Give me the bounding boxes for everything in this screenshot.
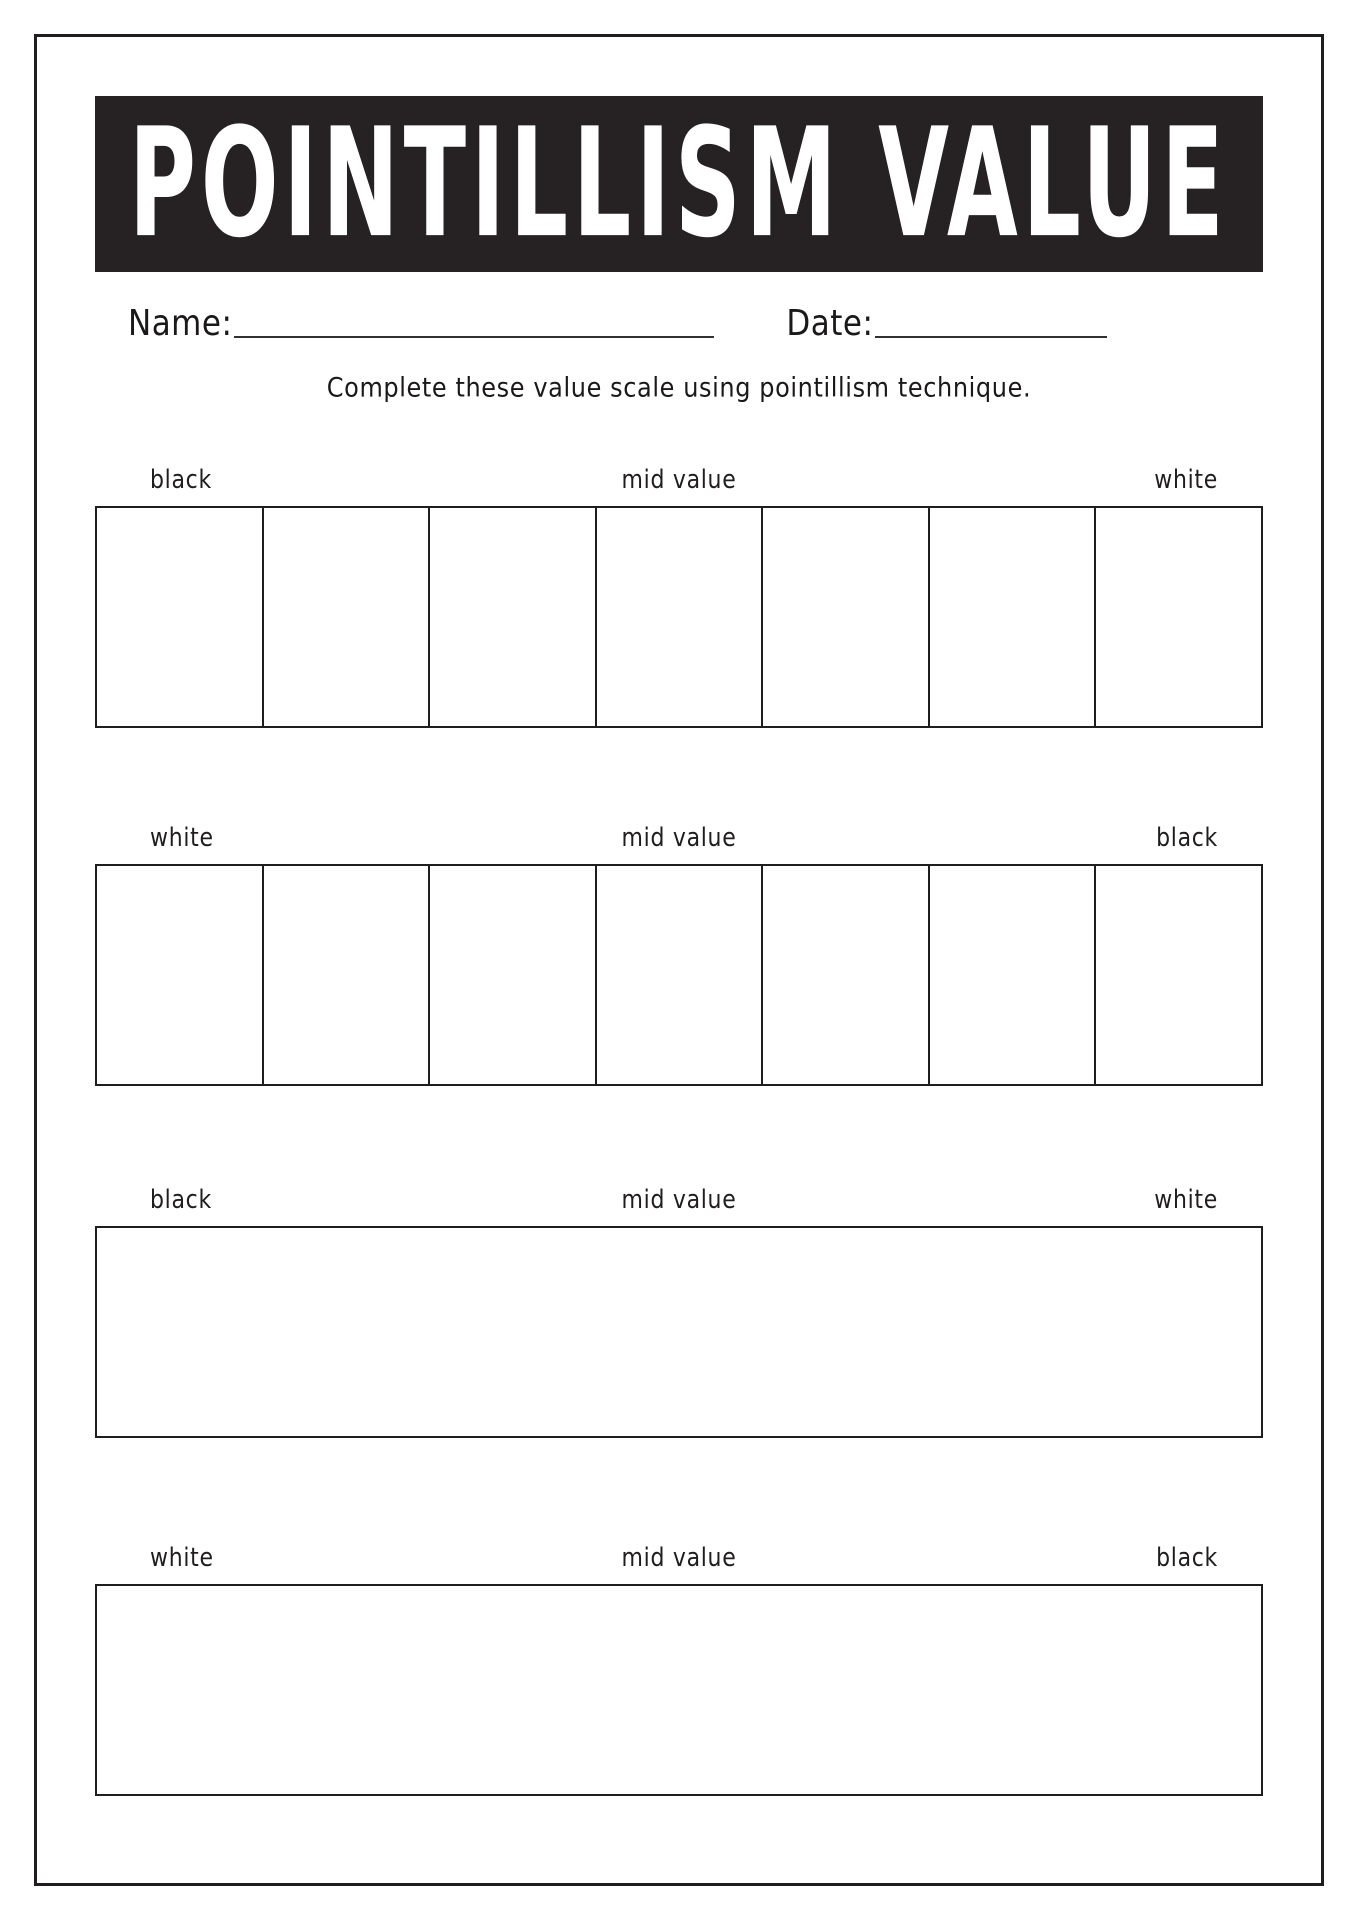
value-scale-2 [95, 818, 1263, 1086]
scale-3-box[interactable] [95, 1226, 1263, 1438]
scale-2-cell[interactable] [430, 866, 597, 1084]
scale-1-mid-label: mid value [621, 465, 737, 496]
scale-1-labels [95, 460, 1263, 494]
value-scale-4 [95, 1538, 1263, 1796]
scale-1-cell[interactable] [1096, 508, 1261, 726]
name-label: Name: [128, 302, 233, 345]
scale-3-labels [95, 1180, 1263, 1214]
scale-1-cell[interactable] [264, 508, 431, 726]
scale-4-box[interactable] [95, 1584, 1263, 1796]
scale-1-right-label: white [1154, 465, 1218, 496]
scale-4-mid-label: mid value [621, 1543, 737, 1574]
scale-2-cell[interactable] [597, 866, 764, 1084]
scale-4-left-label: white [150, 1543, 214, 1574]
scale-2-right-label: black [1156, 823, 1218, 854]
title-banner [95, 96, 1263, 272]
date-label: Date: [786, 302, 874, 345]
scale-4-right-label: black [1156, 1543, 1218, 1574]
date-input-line[interactable] [875, 335, 1107, 338]
scale-1-left-label: black [150, 465, 212, 496]
date-field-group [786, 302, 1107, 345]
scale-2-cell[interactable] [264, 866, 431, 1084]
scale-1-cell[interactable] [430, 508, 597, 726]
scale-2-labels [95, 818, 1263, 852]
scale-1-box [95, 506, 1263, 728]
scale-2-cell[interactable] [97, 866, 264, 1084]
scale-1-cell[interactable] [97, 508, 264, 726]
instruction-text: Complete these value scale using pointillism technique. [326, 372, 1032, 404]
value-scale-3 [95, 1180, 1263, 1438]
scale-2-box [95, 864, 1263, 1086]
scale-2-mid-label: mid value [621, 823, 737, 854]
scale-3-mid-label: mid value [621, 1185, 737, 1216]
name-field-group [128, 302, 714, 345]
page-title: POINTILLISM VALUE [129, 95, 1229, 271]
scale-4-labels [95, 1538, 1263, 1572]
scale-1-cell[interactable] [597, 508, 764, 726]
name-date-row [128, 296, 1228, 345]
name-input-line[interactable] [234, 335, 714, 338]
scale-1-cell[interactable] [763, 508, 930, 726]
scale-3-right-label: white [1154, 1185, 1218, 1216]
scale-2-cell[interactable] [930, 866, 1097, 1084]
scale-3-left-label: black [150, 1185, 212, 1216]
value-scale-1 [95, 460, 1263, 728]
scale-2-cell[interactable] [763, 866, 930, 1084]
scale-1-cell[interactable] [930, 508, 1097, 726]
scale-2-left-label: white [150, 823, 214, 854]
scale-2-cell[interactable] [1096, 866, 1261, 1084]
